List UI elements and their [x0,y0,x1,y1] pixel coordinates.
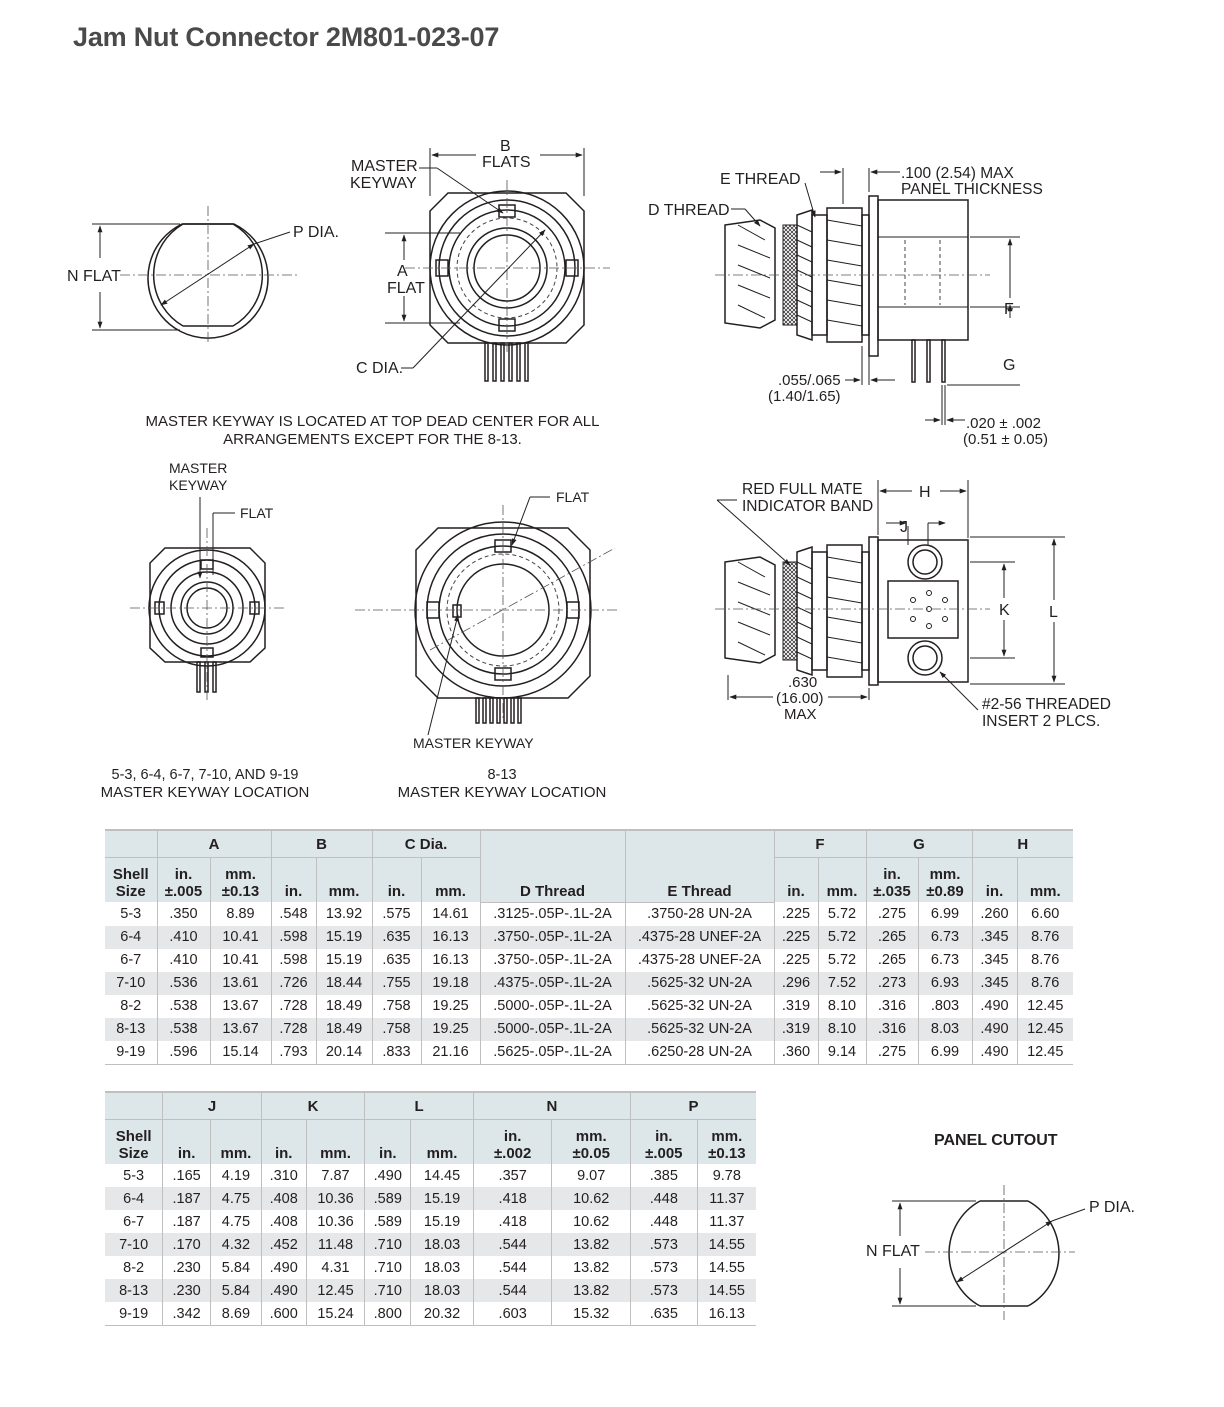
keyway-location-small-drawing [130,460,285,700]
table-cell: .544 [473,1279,552,1302]
shell-size-header-2: Shell Size [105,1120,163,1165]
front-view-drawing [350,138,610,381]
h-in-header: in. [972,858,1017,903]
table-cell: 15.24 [306,1302,365,1326]
shell-size-cell: 9-19 [105,1041,157,1065]
group-n: N [473,1092,630,1120]
table-cell: 13.82 [552,1279,631,1302]
table-cell: 10.62 [552,1187,631,1210]
table-cell: 8.76 [1017,926,1073,949]
shell-size-cell: 8-13 [105,1279,163,1302]
table-cell: .296 [774,972,818,995]
table-cell: .548 [271,902,316,926]
table-cell: .589 [365,1210,411,1233]
group-g: G [866,830,972,858]
group-j: J [163,1092,262,1120]
table-cell: .800 [365,1302,411,1326]
d-thread-header: D Thread [480,830,625,902]
shell-size-cell: 8-2 [123,1259,145,1276]
c-in-header: in. [372,858,421,903]
table-row [105,1041,1073,1065]
group-a: A [157,830,271,858]
flange-in-label: .055/.065 [778,372,841,389]
keyway-note-line-1: MASTER KEYWAY IS LOCATED AT TOP DEAD CENTER FOR ALL [145,413,600,430]
table-cell: .225 [774,902,818,926]
shell-size-cell: 8-13 [105,1018,157,1041]
side-view-inserts-drawing [715,480,1111,730]
table-cell: 18.03 [411,1233,474,1256]
table-row [105,902,1073,926]
f-mm-header: mm. [818,858,866,903]
table-cell: 12.45 [1017,1041,1073,1065]
table-cell: .573 [630,1233,697,1256]
table-cell: 6.73 [918,949,972,972]
g-label: G [1003,357,1016,374]
table-cell: 15.19 [411,1210,474,1233]
table-cell: 11.37 [697,1210,756,1233]
n-in-header: in. ±.002 [473,1120,552,1165]
table-cell: 21.16 [421,1041,480,1065]
red-band-label-1: RED FULL MATE [742,481,863,498]
table-cell: 6.93 [918,972,972,995]
table-cell: .5625-32 UN-2A [625,1018,774,1041]
l-label: L [1049,604,1058,621]
table-cell: 5.72 [818,949,866,972]
table-cell: .538 [157,1018,210,1041]
table-cell: 18.03 [411,1279,474,1302]
table-cell: .490 [261,1256,306,1279]
table-cell: 4.32 [211,1233,262,1256]
table-cell: 15.19 [316,926,372,949]
table-cell: 8.10 [818,995,866,1018]
table-cell: .225 [774,926,818,949]
table-cell: .452 [261,1233,306,1256]
table-cell: 16.13 [421,926,480,949]
table-row [105,1210,756,1233]
small-keyway-label: KEYWAY [169,477,228,493]
a-mm-header: mm. ±0.13 [210,858,271,903]
shell-size-cell: 7-10 [105,1233,163,1256]
j-mm-header: mm. [211,1120,262,1165]
table-row [105,1018,1073,1041]
group-c: C Dia. [372,830,480,858]
table-cell: .635 [630,1302,697,1326]
table-cell: .5000-.05P-.1L-2A [480,995,625,1018]
table-cell: .598 [271,926,316,949]
table-row [105,1279,756,1302]
small-flat-label: FLAT [240,505,274,521]
table-cell: 10.41 [210,926,271,949]
table-cell: .490 [972,995,1017,1018]
caption-right-line-2: MASTER KEYWAY LOCATION [397,784,607,801]
table-cell: 8.76 [1017,949,1073,972]
table-cell: .385 [630,1164,697,1187]
table-cell: 8.10 [818,1018,866,1041]
table-row [105,1187,756,1210]
table-cell: .758 [372,995,421,1018]
c-mm-header: mm. [421,858,480,903]
table-cell: .316 [866,1018,918,1041]
table-cell: .755 [372,972,421,995]
c-dia-label: C DIA. [356,360,404,377]
table-cell: .589 [365,1187,411,1210]
caption-right-line-1: 8-13 [487,767,517,783]
f-in-header: in. [774,858,818,903]
caption-right [372,766,632,802]
table-cell: .230 [163,1256,211,1279]
red-band-label-2: INDICATOR BAND [742,498,874,515]
length-mm-label: (16.00) [776,690,824,707]
table-cell: 14.61 [421,902,480,926]
table-cell: .3750-28 UN-2A [625,902,774,926]
table-cell: .448 [630,1187,697,1210]
table-cell: 10.62 [552,1210,631,1233]
keyway-note-line-2: ARRANGEMENTS EXCEPT FOR THE 8-13. [223,431,522,448]
group-f: F [774,830,866,858]
shell-size-cell: 5-3 [123,1167,145,1184]
table-cell: 6.60 [1017,902,1073,926]
e-thread-header: E Thread [625,830,774,902]
table-cell: .758 [372,1018,421,1041]
table-cell: .165 [163,1164,211,1187]
caption-left [80,766,330,802]
keyway-location-8-13-drawing [355,489,620,751]
length-max-label: MAX [784,706,817,723]
group-l: L [365,1092,474,1120]
p-in-header: in. ±.005 [630,1120,697,1165]
table-cell: .275 [866,902,918,926]
table-cell: .170 [163,1233,211,1256]
table-cell: .225 [774,949,818,972]
keyway-note [100,413,645,449]
panel-cutout-title: PANEL CUTOUT [934,1132,1058,1149]
table-cell: .728 [271,1018,316,1041]
table-cell: 8.69 [211,1302,262,1326]
table-cell: 9.14 [818,1041,866,1065]
table-cell: .273 [866,972,918,995]
table-cell: 18.03 [411,1256,474,1279]
table-cell: .4375-28 UNEF-2A [625,949,774,972]
panel-cutout-p-dia: P DIA. [1089,1199,1135,1216]
table-cell: .603 [473,1302,552,1326]
table-cell: .490 [972,1041,1017,1065]
table-cell: .726 [271,972,316,995]
shell-size-cell: 6-4 [105,1187,163,1210]
table-cell: 18.49 [316,995,372,1018]
e-thread-label: E THREAD [720,171,801,188]
dimensions-table-1 [105,829,1073,1065]
table-cell: .345 [972,972,1017,995]
length-in-label: .630 [788,674,818,691]
table-cell: 15.14 [210,1041,271,1065]
table-cell: 11.48 [306,1233,365,1256]
table-cell: .3125-.05P-.1L-2A [480,902,625,926]
table-cell: .490 [972,1018,1017,1041]
table-cell: 14.55 [697,1233,756,1256]
table-cell: .6250-28 UN-2A [625,1041,774,1065]
table-cell: 8.89 [210,902,271,926]
table-cell: .793 [271,1041,316,1065]
pin-in-label: .020 ± .002 [966,415,1041,432]
panel-cutout-n-flat: N FLAT [866,1243,920,1260]
table-cell: .316 [866,995,918,1018]
table-cell: .5625-.05P-.1L-2A [480,1041,625,1065]
k-mm-header: mm. [306,1120,365,1165]
table-cell: .600 [261,1302,306,1326]
table-cell: 5.84 [211,1256,262,1279]
table-cell: .710 [365,1256,411,1279]
table-cell: .544 [473,1256,552,1279]
flange-mm-label: (1.40/1.65) [768,388,841,405]
table-cell: 5.72 [818,926,866,949]
d-thread-label: D THREAD [648,202,730,219]
h-label: H [919,484,931,501]
shell-size-cell: 7-10 [105,972,157,995]
table-cell: .5625-32 UN-2A [625,995,774,1018]
table-cell: .803 [918,995,972,1018]
table-cell: .310 [261,1164,306,1187]
table-cell: 13.82 [552,1256,631,1279]
table-cell: 19.18 [421,972,480,995]
table-cell: .345 [972,949,1017,972]
table-cell: .448 [630,1210,697,1233]
table-cell: .230 [163,1279,211,1302]
table-cell: 13.61 [210,972,271,995]
table-cell: 6.99 [918,902,972,926]
shell-size-cell: 6-4 [105,926,157,949]
table-cell: 13.82 [552,1233,631,1256]
a-in-header: in. ±.005 [157,858,210,903]
table-cell: .187 [163,1187,211,1210]
table-cell: .410 [157,949,210,972]
n-mm-header: mm. ±0.05 [552,1120,631,1165]
panel-max-label: .100 (2.54) MAX [901,165,1014,182]
table-row [105,926,1073,949]
l-in-header: in. [365,1120,411,1165]
table-cell: 12.45 [1017,995,1073,1018]
table-cell: 10.36 [306,1210,365,1233]
table-cell: .710 [365,1279,411,1302]
a-label: A [397,263,408,280]
table-cell: .728 [271,995,316,1018]
b-mm-header: mm. [316,858,372,903]
table-cell: .833 [372,1041,421,1065]
corner-cell [105,830,157,858]
table-cell: 12.45 [306,1279,365,1302]
table-cell: 10.41 [210,949,271,972]
table-cell: .538 [157,995,210,1018]
panel-cutout-drawing-top [67,206,339,345]
pin-mm-label: (0.51 ± 0.05) [963,431,1048,448]
table-cell: 6.99 [918,1041,972,1065]
table-cell: .598 [271,949,316,972]
table-cell: 11.37 [697,1187,756,1210]
table-cell: .360 [774,1041,818,1065]
table-cell: 9.78 [697,1164,756,1187]
table-cell: .187 [163,1210,211,1233]
table-cell: 8.76 [1017,972,1073,995]
g-in-header: in. ±.035 [866,858,918,903]
large-master-keyway-label: MASTER KEYWAY [413,735,534,751]
table-cell: .4375-28 UNEF-2A [625,926,774,949]
table-cell: .710 [365,1233,411,1256]
table-cell: 19.25 [421,1018,480,1041]
table-cell: .596 [157,1041,210,1065]
table-row [105,972,1073,995]
table-cell: .319 [774,995,818,1018]
table-cell: .350 [157,902,210,926]
table-cell: 13.92 [316,902,372,926]
table-cell: 15.19 [316,949,372,972]
n-flat-label: N FLAT [67,268,121,285]
table-cell: .260 [972,902,1017,926]
table-cell: .635 [372,926,421,949]
master-label: MASTER [351,158,418,175]
panel-cutout-drawing-bottom [892,1185,1085,1320]
shell-size-cell: 6-7 [123,1213,145,1230]
k-in-header: in. [261,1120,306,1165]
table-cell: 7.52 [818,972,866,995]
j-label: J [900,519,908,536]
table-cell: .342 [163,1302,211,1326]
table-cell: 9.07 [552,1164,631,1187]
table-cell: .573 [630,1279,697,1302]
table-cell: .536 [157,972,210,995]
table-cell: 16.13 [421,949,480,972]
g-mm-header: mm. ±0.89 [918,858,972,903]
table-cell: .265 [866,949,918,972]
table-cell: 13.67 [210,1018,271,1041]
shell-size-cell: 6-7 [120,952,142,968]
b-in-header: in. [271,858,316,903]
shell-size-cell: 5-3 [120,905,142,922]
table-cell: 5.72 [818,902,866,926]
table-cell: 15.19 [411,1187,474,1210]
panel-thickness-label: PANEL THICKNESS [901,181,1043,198]
table-row [105,1164,756,1187]
table-cell: .5000-.05P-.1L-2A [480,1018,625,1041]
table-cell: .575 [372,902,421,926]
keyway-label: KEYWAY [350,175,417,192]
insert-label-2: INSERT 2 PLCS. [982,713,1101,730]
side-view-drawing [648,165,1048,448]
table-cell: 4.31 [306,1256,365,1279]
table-cell: .275 [866,1041,918,1065]
table-cell: 14.45 [411,1164,474,1187]
j-in-header: in. [163,1120,211,1165]
table-cell: 19.25 [421,995,480,1018]
l-mm-header: mm. [411,1120,474,1165]
table-cell: 14.55 [697,1256,756,1279]
b-label: B [500,138,511,155]
table-cell: 4.75 [211,1210,262,1233]
table-cell: 10.36 [306,1187,365,1210]
shell-size-header: Shell Size [105,858,157,903]
table-cell: 18.44 [316,972,372,995]
table-cell: 4.75 [211,1187,262,1210]
table-cell: 7.87 [306,1164,365,1187]
table-cell: 15.32 [552,1302,631,1326]
group-k: K [261,1092,365,1120]
table-cell: 12.45 [1017,1018,1073,1041]
table-row [105,995,1073,1018]
table-cell: 5.84 [211,1279,262,1302]
table-cell: .319 [774,1018,818,1041]
table-cell: .5625-32 UN-2A [625,972,774,995]
table-cell: .410 [157,926,210,949]
h-mm-header: mm. [1017,858,1073,903]
p-dia-label: P DIA. [293,224,339,241]
b-flats-label: FLATS [482,154,531,171]
table-cell: .357 [473,1164,552,1187]
table-cell: .3750-.05P-.1L-2A [480,926,625,949]
caption-left-line-2: MASTER KEYWAY LOCATION [100,784,310,801]
table-cell: .490 [261,1279,306,1302]
caption-left-line-1: 5-3, 6-4, 6-7, 7-10, AND 9-19 [111,767,299,783]
table-cell: .573 [630,1256,697,1279]
table-row [105,1233,756,1256]
table-cell: 13.67 [210,995,271,1018]
table-cell: 4.19 [211,1164,262,1187]
table-cell: 6.73 [918,926,972,949]
large-flat-label: FLAT [556,489,590,505]
table-cell: .4375-.05P-.1L-2A [480,972,625,995]
group-b: B [271,830,372,858]
pin-leads [485,343,528,381]
p-mm-header: mm. ±0.13 [697,1120,756,1165]
shell-size-cell: 8-2 [120,998,142,1014]
insert-label-1: #2-56 THREADED [982,696,1111,713]
a-flat-label: FLAT [387,280,425,297]
table-cell: .418 [473,1210,552,1233]
corner-cell-2 [105,1092,163,1120]
table-row [105,949,1073,972]
page-title: Jam Nut Connector 2M801-023-07 [73,22,500,52]
f-label: F [1004,301,1014,318]
shell-size-cell: 9-19 [105,1302,163,1326]
table-cell: .490 [365,1164,411,1187]
k-label: K [999,602,1010,619]
table-cell: .418 [473,1187,552,1210]
table-cell: 20.32 [411,1302,474,1326]
dimensions-table-2 [105,1091,756,1326]
table-cell: .635 [372,949,421,972]
table-row [105,1302,756,1326]
table-cell: 8.03 [918,1018,972,1041]
table-cell: 20.14 [316,1041,372,1065]
table-cell: .3750-.05P-.1L-2A [480,949,625,972]
small-master-label: MASTER [169,460,228,476]
table-cell: 14.55 [697,1279,756,1302]
table-cell: .408 [261,1187,306,1210]
table-cell: 16.13 [697,1302,756,1326]
table-cell: .544 [473,1233,552,1256]
table-cell: 18.49 [316,1018,372,1041]
table-cell: .408 [261,1210,306,1233]
table-cell: .265 [866,926,918,949]
table-row [105,1256,756,1279]
group-p: P [630,1092,756,1120]
group-h: H [972,830,1073,858]
table-cell: .345 [972,926,1017,949]
